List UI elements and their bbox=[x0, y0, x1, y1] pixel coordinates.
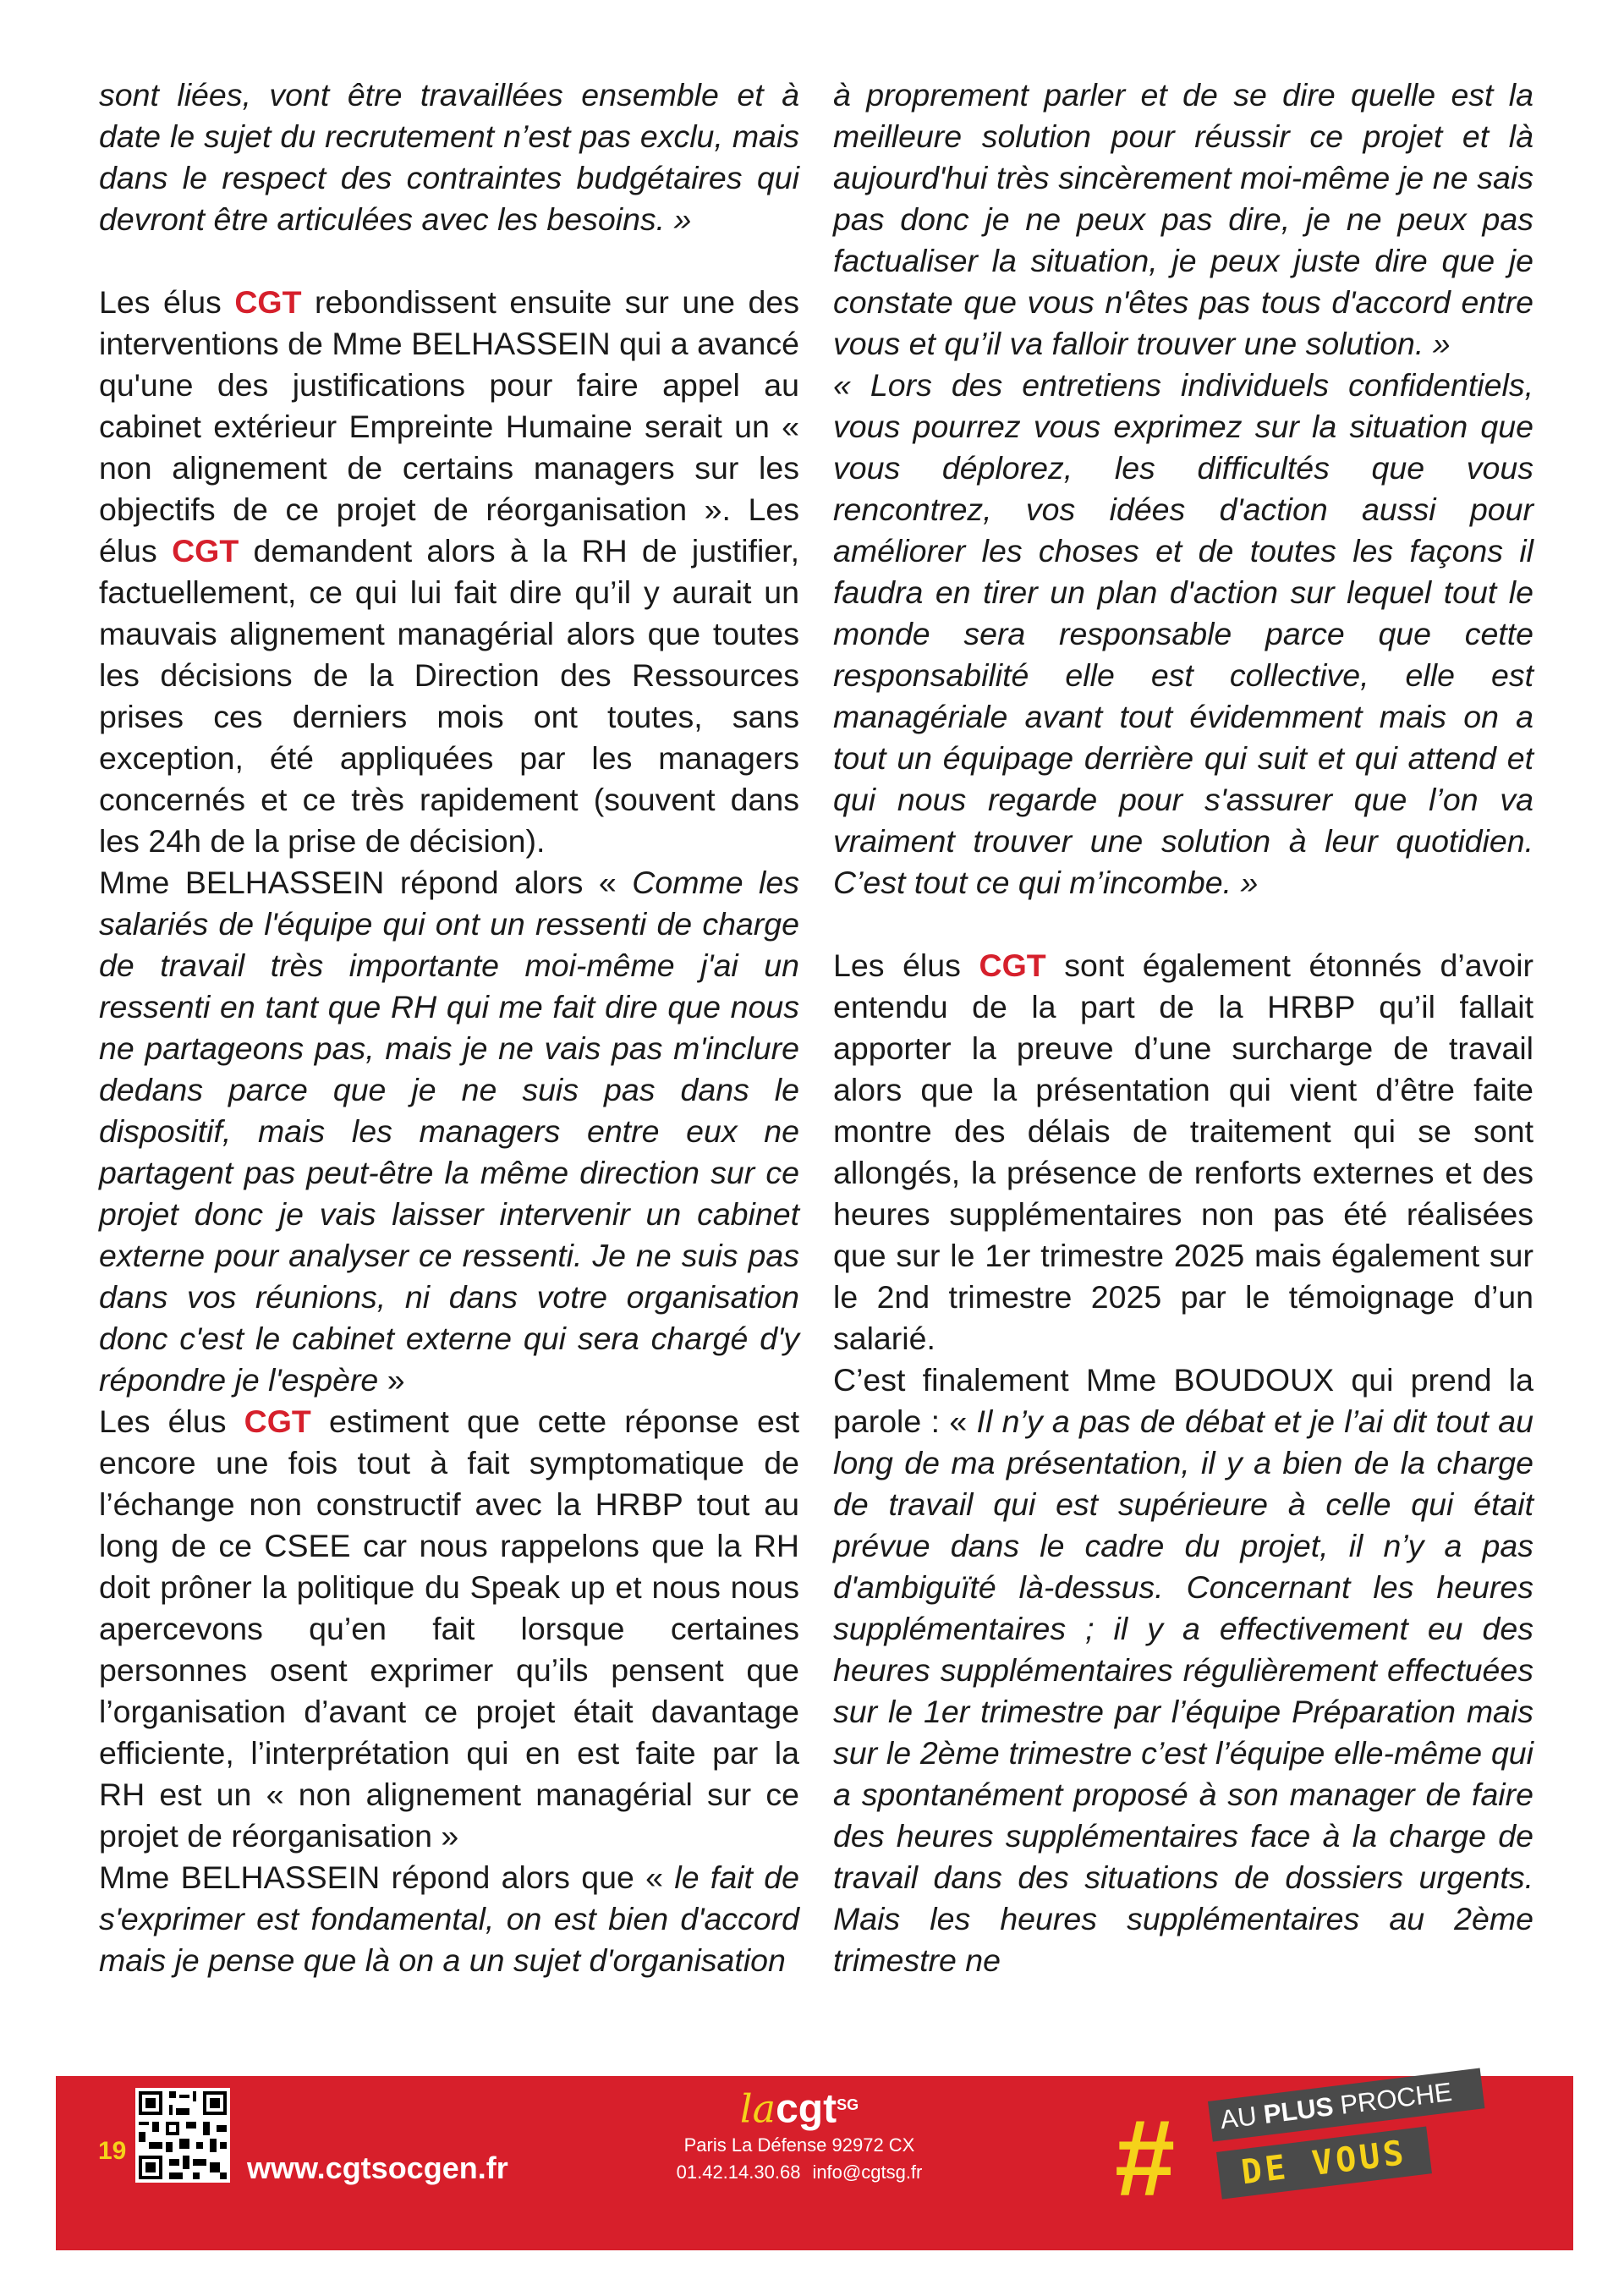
text-run: estiment que cette réponse est encore une fois tout à fait symptomatique de l’échange non constructif avec la HRBP tout au long de ce CSEE car nous rappelons que la RH doit prôner la politique du Speak up et nous nous apercevons qu’en fait lorsque certaines personnes osent exprimer qu’ils pensent que l’organisation d’avant ce projet était davantage efficiente, l’interprétation qui en est faite par la RH est un « non alignement managérial sur ce projet de réorganisation » bbox=[99, 1403, 799, 1854]
text-run: Les élus bbox=[99, 284, 235, 320]
slogan-bottom-line: DE VOUS bbox=[1216, 2127, 1432, 2200]
phone: 01.42.14.30.68 bbox=[676, 2161, 801, 2183]
quote-text: « Lors des entretiens individuels confidentiels, vous pourrez vous exprimez sur la situation que vous déplorez, les difficultés que vous rencontrez, vos idées d'action aussi pour améliorer les choses et de toutes les façons il faudra en tirer un plan d'action sur lequel tout le monde sera responsable parce que cette responsabilité elle est collective, elle est managériale avant tout évidemment mais on a tout un équipage derrière qui suit et qui attend et qui nous regarde pour s'assurer que l’on va vraiment trouver une solution à leur quotidien. C’est tout ce qui m’incombe. » bbox=[833, 367, 1533, 900]
cgt-highlight: CGT bbox=[234, 284, 302, 320]
address: Paris La Défense 92972 CX bbox=[683, 2134, 915, 2156]
text-run: Les élus bbox=[833, 948, 979, 983]
paragraph bbox=[833, 945, 1533, 1359]
right-column bbox=[833, 74, 1533, 1981]
quote-text: sont liées, vont être travaillées ensemble et à date le sujet du recrutement n’est pas exclu, mais dans le respect des contraintes budgétaires qui devront être articulées avec les besoins. » bbox=[99, 77, 799, 237]
left-column bbox=[99, 74, 799, 1981]
paragraph-gap bbox=[99, 240, 799, 282]
paragraph bbox=[99, 74, 799, 240]
quote-text: le fait de s'exprimer est fondamental, on est bien d'accord mais je pense que là on a un sujet d'organisation bbox=[99, 1859, 800, 1978]
paragraph bbox=[99, 862, 799, 1401]
text-run: sont également étonnés d’avoir entendu de la part de la HRBP qu’il fallait apporter la preuve d’une surcharge de travail alors que la présentation qui vient d’être faite montre des délais de traitement qui se sont allongés, la présence de renforts externes et des heures supplémentaires non pas été réalisées que sur le 1er trimestre 2025 mais également sur le 2nd trimestre 2025 par le témoignage d’un salarié. bbox=[833, 948, 1534, 1356]
hashtag-icon: # bbox=[1115, 2098, 1176, 2219]
cgt-highlight: CGT bbox=[979, 948, 1046, 983]
logo-la: la bbox=[739, 2085, 776, 2132]
slogan-badge bbox=[1115, 2076, 1504, 2219]
text-run: C’est finalement Mme BOUDOUX qui prend la parole : « bbox=[833, 1362, 1533, 1439]
cgt-highlight: CGT bbox=[244, 1403, 311, 1439]
text-run: rebondissent ensuite sur une des interventions de Mme BELHASSEIN qui a avancé qu'une des justifications pour faire appel au cabinet extérieur Empreinte Humaine serait un « non alignement de certains managers sur les objectifs de ce projet de réorganisation ». Les élus bbox=[99, 284, 799, 569]
qr-code-graphic bbox=[135, 2088, 230, 2183]
paragraph bbox=[833, 1359, 1533, 1981]
contact-line bbox=[660, 2159, 939, 2186]
text-run: Mme BELHASSEIN répond alors que « bbox=[99, 1859, 675, 1895]
logo-cgt: cgt bbox=[776, 2086, 837, 2132]
text-run: Mme BELHASSEIN répond alors « bbox=[99, 865, 633, 900]
paragraph bbox=[99, 282, 799, 862]
paragraph bbox=[99, 1401, 799, 1857]
page-number: 19 bbox=[98, 2137, 127, 2165]
cgt-sg-brand bbox=[660, 2086, 939, 2186]
cgt-logo bbox=[660, 2085, 939, 2132]
quote-text: Comme les salariés de l'équipe qui ont un ressenti de charge de travail très importante moi-même j'ai un ressenti en tant que RH qui me fait dire que nous ne partageons pas, mais je ne vais pas m'inclure dedans parce que je ne suis pas dans le dispositif, mais les managers entre eux ne partagent pas peut-être la même direction sur ce projet donc je vais laisser intervenir un cabinet externe pour analyser ce ressenti. Je ne suis pas dans vos réunions, ni dans votre organisation donc c'est le cabinet externe qui sera chargé d'y répondre je l'espère bbox=[99, 865, 799, 1398]
text-run: demandent alors à la RH de justifier, factuellement, ce qui lui fait dire qu’il y aurait un mauvais alignement managérial alors que toutes les décisions de la Direction des Ressources prises ces derniers mois ont toutes, sans exception, été appliquées par les managers concernés et ce très rapidement (souvent dans les 24h de la prise de décision). bbox=[99, 533, 800, 859]
text-run: » bbox=[378, 1362, 405, 1398]
email-link[interactable]: info@cgtsg.fr bbox=[812, 2161, 923, 2183]
paragraph bbox=[99, 1857, 799, 1981]
paragraph bbox=[833, 365, 1533, 904]
slogan-plus: PLUS bbox=[1261, 2091, 1336, 2129]
slogan-proche: PROCHE bbox=[1331, 2076, 1454, 2121]
quote-text: à proprement parler et de se dire quelle est la meilleure solution pour réussir ce projet et là aujourd'hui très sincèrement moi-même je ne sais pas donc je ne peux pas dire, je ne peux pas factualiser la situation, je peux juste dire que je constate que vous n'êtes pas tous d'accord entre vous et qu’il va falloir trouver une solution. » bbox=[833, 77, 1533, 361]
slogan-au: AU bbox=[1218, 2100, 1266, 2135]
paragraph bbox=[833, 74, 1533, 365]
quote-text: Il n’y a pas de débat et je l’ai dit tout au long de ma présentation, il y a bien de la charge de travail qui est supérieure à celle qui était prévue dans le cadre du projet, il n’y a pas d'ambiguïté là-dessus. Concernant les heures supplémentaires ; il y a effectivement eu des heures supplémentaires régulièrement effectuées sur le 1er trimestre par l’équipe Préparation mais sur le 2ème trimestre c’est l’équipe elle-même qui a spontanément proposé à son manager de faire des heures supplémentaires face à la charge de travail dans des situations de dossiers urgents. Mais les heures supplémentaires au 2ème trimestre ne bbox=[833, 1403, 1534, 1978]
website-link[interactable]: www.cgtsocgen.fr bbox=[247, 2150, 508, 2185]
cgt-highlight: CGT bbox=[172, 533, 239, 569]
qr-code-icon[interactable] bbox=[135, 2088, 230, 2183]
text-run: Les élus bbox=[99, 1403, 244, 1439]
paragraph-gap bbox=[833, 904, 1533, 945]
logo-sg: SG bbox=[837, 2096, 859, 2113]
